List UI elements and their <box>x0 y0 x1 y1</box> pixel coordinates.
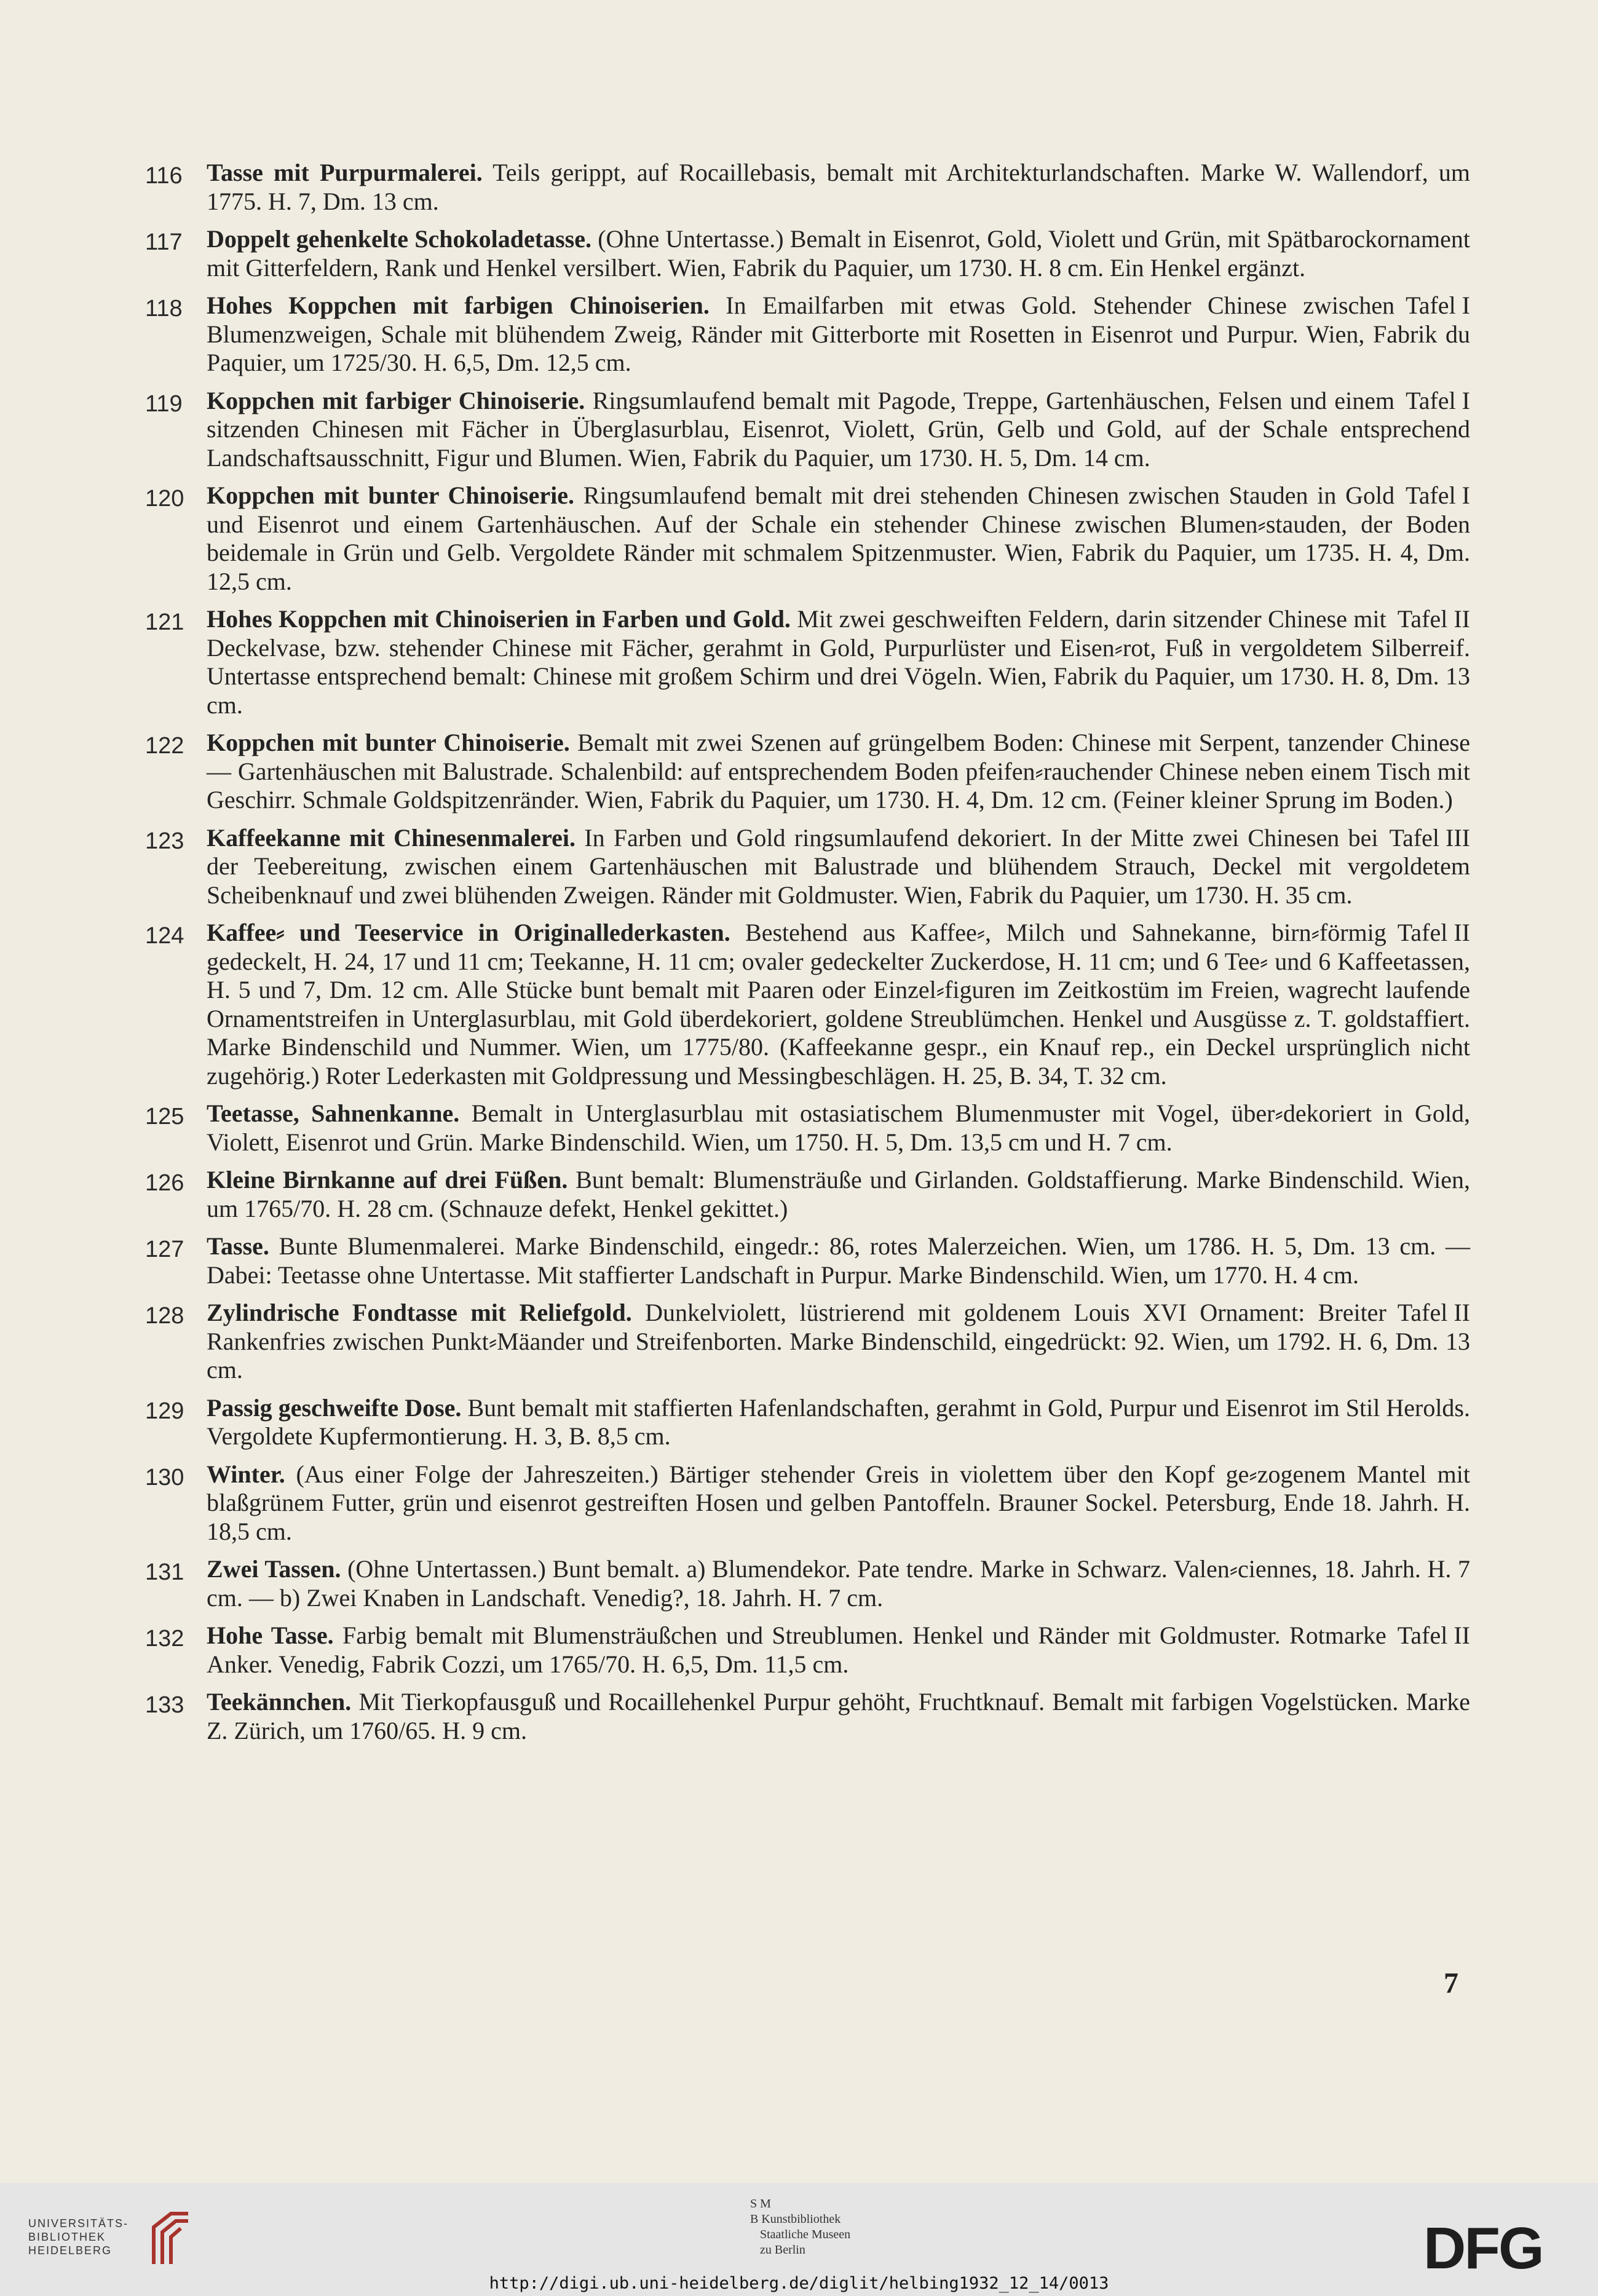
entry-number: 128 <box>145 1303 184 1329</box>
catalog-entry <box>145 1688 1470 1745</box>
entry-title: Zwei Tassen. <box>207 1555 341 1583</box>
entry-number: 129 <box>145 1398 184 1424</box>
entry-list <box>145 159 1470 1754</box>
dfg-logo[interactable]: DFG <box>1423 2215 1543 2281</box>
entry-description: (Ohne Untertassen.) Bunt bemalt. a) Blumendekor. Pate tendre. Marke in Schwarz. Valen⸗ciennes, 18. Jahrh. H. 7 cm. — b) Zwei Knaben in Landschaft. Venedig?, 18. Jahrh. H. 7 cm. <box>207 1555 1470 1612</box>
entry-number: 116 <box>145 163 183 189</box>
entry-description: (Ohne Untertasse.) Bemalt in Eisenrot, Gold, Violett und Grün, mit Spätbarockornament mit Gitterfeldern, Rank und Henkel versilbert. Wien, Fabrik du Paquier, um 1730. H. 8 cm. Ein Henkel ergänzt. <box>207 225 1470 282</box>
entry-title: Doppelt gehenkelte Schokoladetasse. <box>207 225 592 253</box>
smb-kunstbibliothek-text[interactable]: S M B Kunstbibliothek Staatliche Museen zu Berlin <box>750 2197 851 2257</box>
entry-description: Bunte Blumenmalerei. Marke Bindenschild, eingedr.: 86, rotes Malerzeichen. Wien, um 1786. H. 5, Dm. 13 cm. — Dabei: Teetasse ohne Untertasse. Mit staffierter Landschaft in Purpur. Marke Bindenschild. Wien, um 1770. H. 4 cm. <box>207 1232 1470 1289</box>
entry-number: 122 <box>145 733 184 759</box>
entry-number: 132 <box>145 1626 184 1652</box>
plate-reference: Tafel I <box>1406 481 1470 509</box>
catalog-entry <box>145 225 1470 282</box>
entry-title: Kaffeekanne mit Chinesenmalerei. <box>207 823 576 852</box>
catalog-entry <box>145 729 1470 815</box>
catalog-entry <box>145 1299 1470 1385</box>
entry-description: Mit Tierkopfausguß und Rocaillehenkel Purpur gehöht, Fruchtknauf. Bemalt mit farbigen Vogelstücken. Marke Z. Zürich, um 1760/65. H. 9 cm. <box>207 1688 1470 1744</box>
catalog-entry <box>145 291 1470 378</box>
permalink-url[interactable]: http://digi.ub.uni-heidelberg.de/diglit/helbing1932_12_14/0013 <box>489 2274 1109 2293</box>
plate-reference: Tafel I <box>1406 291 1470 319</box>
catalog-entry <box>145 1460 1470 1546</box>
ub-heidelberg-text[interactable]: UNIVERSITÄTS- BIBLIOTHEK HEIDELBERG <box>28 2217 129 2257</box>
entry-number: 130 <box>145 1464 184 1490</box>
entry-title: Teekännchen. <box>207 1688 352 1716</box>
entry-description: Teils gerippt, auf Rocaillebasis, bemalt mit Architekturlandschaften. Marke W. Wallendorf, um 1775. H. 7, Dm. 13 cm. <box>207 159 1470 215</box>
viewer-footer <box>0 2183 1598 2296</box>
entry-number: 121 <box>145 609 184 635</box>
entry-number: 124 <box>145 923 184 949</box>
entry-title: Koppchen mit farbiger Chinoiserie. <box>207 386 585 414</box>
entry-description: Farbig bemalt mit Blumensträußchen und Streublumen. Henkel und Ränder mit Goldmuster. Rotmarke Anker. Venedig, Fabrik Cozzi, um 1765/70. H. 6,5, Dm. 11,5 cm. <box>207 1621 1386 1678</box>
entry-title: Hohe Tasse. <box>207 1621 334 1649</box>
entry-title: Winter. <box>207 1460 285 1488</box>
catalog-entry <box>145 387 1470 473</box>
entry-number: 133 <box>145 1692 184 1718</box>
entry-number: 123 <box>145 828 184 854</box>
entry-description: Bemalt mit zwei Szenen auf grüngelbem Boden: Chinese mit Serpent, tanzender Chinese — Gartenhäuschen mit Balustrade. Schalenbild: auf entsprechendem Boden pfeifen⸗rauchender Chinese neben einem Tisch mit Geschirr. Schmale Goldspitzenränder. Wien, Fabrik du Paquier, um 1730. H. 4, Dm. 12 cm. (Feiner kleiner Sprung im Boden.) <box>207 729 1470 813</box>
entry-title: Hohes Koppchen mit farbigen Chinoiserien. <box>207 291 710 319</box>
entry-title: Tasse mit Purpurmalerei. <box>207 159 483 186</box>
ub-heidelberg-logo-icon[interactable] <box>148 2209 191 2270</box>
entry-description: Bunt bemalt: Blumensträuße und Girlanden. Goldstaffierung. Marke Bindenschild. Wien, um 1765/70. H. 28 cm. (Schnauze defekt, Henkel gekittet.) <box>207 1166 1471 1222</box>
entry-number: 117 <box>145 229 183 255</box>
plate-reference: Tafel II <box>1397 605 1470 633</box>
entry-description: Dunkelviolett, lüstrierend mit goldenem Louis XVI Ornament: Breiter Rankenfries zwischen Punkt⸗Mäander und Streifenborten. Marke Bindenschild, eingedrückt: 92. Wien, um 1792. H. 6, Dm. 13 cm. <box>207 1299 1470 1384</box>
entry-title: Koppchen mit bunter Chinoiserie. <box>207 729 570 756</box>
entry-number: 125 <box>145 1104 184 1130</box>
entry-title: Hohes Koppchen mit Chinoiserien in Farben und Gold. <box>207 605 791 633</box>
catalog-entry <box>145 605 1470 719</box>
entry-description: Bemalt in Unterglasurblau mit ostasiatischem Blumenmuster mit Vogel, über⸗dekoriert in Gold, Violett, Eisenrot und Grün. Marke Bindenschild. Wien, um 1750. H. 5, Dm. 13,5 cm und H. 7 cm. <box>207 1099 1471 1156</box>
catalog-entry <box>145 1232 1470 1289</box>
catalog-entry <box>145 1099 1470 1157</box>
entry-description: Ringsumlaufend bemalt mit Pagode, Treppe, Gartenhäuschen, Felsen und einem sitzenden Chinesen mit Fächer in Überglasurblau, Eisenrot, Violett, Grün, Gelb und Gold, auf der Schale entsprechend Landschaftsausschnitt, Figur und Blumen. Wien, Fabrik du Paquier, um 1730. H. 5, Dm. 14 cm. <box>207 386 1470 472</box>
catalog-entry <box>145 1621 1470 1679</box>
entry-title: Tasse. <box>207 1232 269 1260</box>
entry-number: 127 <box>145 1237 184 1262</box>
entry-description: Bestehend aus Kaffee⸗, Milch und Sahnekanne, birn⸗förmig gedeckelt, H. 24, 17 und 11 cm; Teekanne, H. 11 cm; ovaler gedeckelter Zuckerdose, H. 11 cm; und 6 Tee⸗ und 6 Kaffeetassen, H. 5 und 7, Dm. 12 cm. Alle Stücke bunt bemalt mit Paaren oder Einzel⸗figuren im Zeitkostüm im Freien, wagrecht laufende Ornamentstreifen in Unterglasurblau, mit Gold überdekoriert, goldene Streublümchen. Henkel und Ausgüsse z. T. goldstaffiert. Marke Bindenschild und Nummer. Wien, um 1775/80. (Kaffeekanne gespr., ein Knauf rep., ein Deckel ursprünglich nicht zugehörig.) Roter Lederkasten mit Goldpressung und Messingbeschlägen. H. 25, B. 34, T. 32 cm. <box>207 919 1470 1090</box>
catalog-entry <box>145 824 1470 910</box>
entry-description: In Farben und Gold ringsumlaufend dekoriert. In der Mitte zwei Chinesen bei der Teebereitung, zwischen einem Gartenhäuschen mit Balustrade und blühendem Strauch, Deckel mit vergoldetem Scheibenknauf und zwei blühenden Zweigen. Ränder mit Goldmuster. Wien, Fabrik du Paquier, um 1730. H. 35 cm. <box>207 823 1470 909</box>
plate-reference: Tafel III <box>1389 823 1470 852</box>
plate-reference: Tafel II <box>1397 919 1470 946</box>
catalog-entry <box>145 1166 1470 1223</box>
entry-description: Bunt bemalt mit staffierten Hafenlandschaften, gerahmt in Gold, Purpur und Eisenrot im Stil Herolds. Vergoldete Kupfermontierung. H. 3, B. 8,5 cm. <box>207 1393 1470 1450</box>
entry-number: 120 <box>145 486 184 512</box>
entry-description: In Emailfarben mit etwas Gold. Stehender Chinese zwischen Blumenzweigen, Schale mit blühendem Zweig, Ränder mit Gitterborte mit Rosetten in Eisenrot und Purpur. Wien, Fabrik du Paquier, um 1725/30. H. 6,5, Dm. 12,5 cm. <box>207 291 1470 376</box>
page-number: 7 <box>1444 1967 1458 2000</box>
plate-reference: Tafel I <box>1406 386 1470 414</box>
entry-title: Kaffee⸗ und Teeservice in Originallederkasten. <box>207 919 730 946</box>
entry-description: Ringsumlaufend bemalt mit drei stehenden Chinesen zwischen Stauden in Gold und Eisenrot und einem Gartenhäuschen. Auf der Schale ein stehender Chinese zwischen Blumen⸗stauden, der Boden beidemale in Grün und Gelb. Vergoldete Ränder mit schmalem Spitzenmuster. Wien, Fabrik du Paquier, um 1735. H. 4, Dm. 12,5 cm. <box>207 481 1470 595</box>
entry-title: Koppchen mit bunter Chinoiserie. <box>207 481 575 509</box>
catalog-entry <box>145 919 1470 1090</box>
catalog-entry <box>145 481 1470 596</box>
entry-description: (Aus einer Folge der Jahreszeiten.) Bärtiger stehender Greis in violettem über den Kopf ge⸗zogenem Mantel mit blaßgrünem Futter, grün und eisenrot gestreiften Hosen und gelben Pantoffeln. Brauner Sockel. Petersburg, Ende 18. Jahrh. H. 18,5 cm. <box>207 1460 1470 1545</box>
entry-title: Passig geschweifte Dose. <box>207 1393 462 1422</box>
entry-number: 119 <box>145 390 183 417</box>
entry-number: 118 <box>145 296 183 322</box>
entry-number: 126 <box>145 1170 184 1196</box>
entry-title: Kleine Birnkanne auf drei Füßen. <box>207 1166 568 1194</box>
plate-reference: Tafel II <box>1397 1299 1470 1326</box>
catalog-entry <box>145 1394 1470 1451</box>
entry-title: Zylindrische Fondtasse mit Reliefgold. <box>207 1299 632 1326</box>
catalog-entry <box>145 1555 1470 1612</box>
entry-number: 131 <box>145 1559 184 1585</box>
entry-title: Teetasse, Sahnenkanne. <box>207 1099 460 1127</box>
catalog-entry <box>145 159 1470 216</box>
plate-reference: Tafel II <box>1397 1621 1470 1649</box>
entry-description: Mit zwei geschweiften Feldern, darin sitzender Chinese mit Deckelvase, bzw. stehender Chinese mit Fächer, gerahmt in Gold, Purpurlüster und Eisen⸗rot, Fuß in vergoldetem Silberreif. Untertasse entsprechend bemalt: Chinese mit großem Schirm und drei Vögeln. Wien, Fabrik du Paquier, um 1730. H. 8, Dm. 13 cm. <box>207 605 1470 719</box>
